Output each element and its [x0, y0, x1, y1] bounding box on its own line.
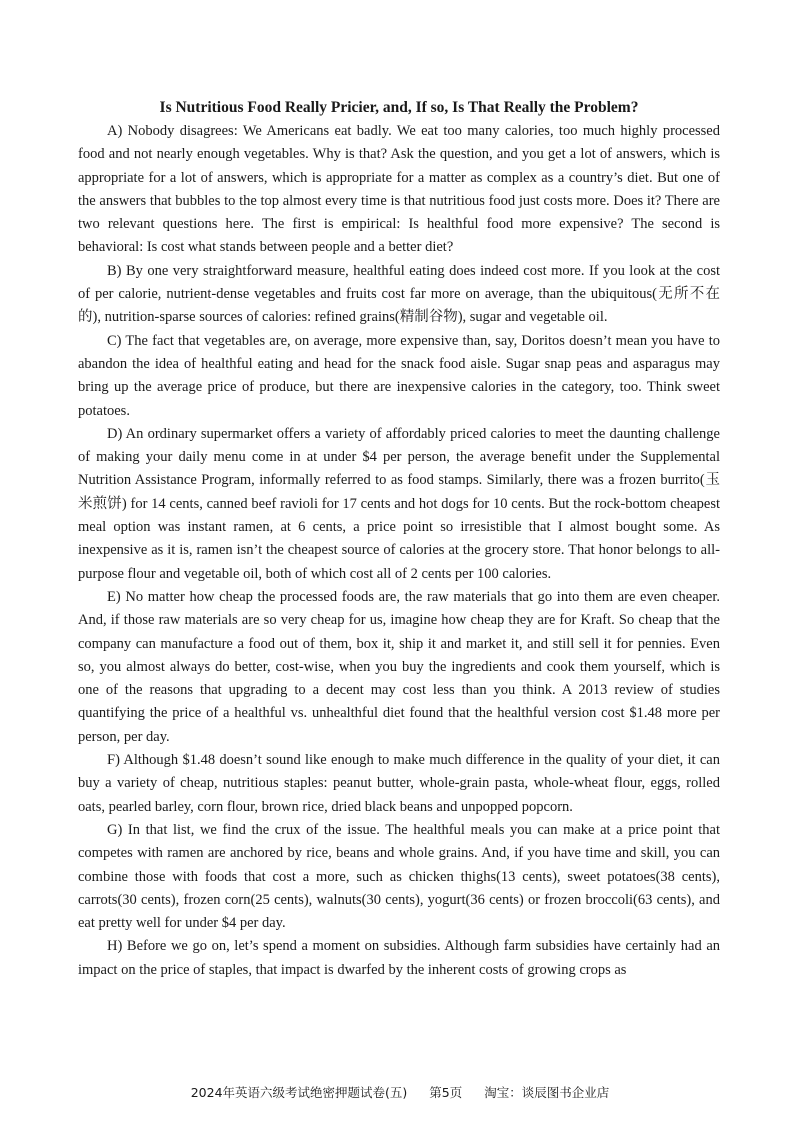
- paragraph-b: B) By one very straightforward measure, healthful eating does indeed cost more. If you look at the cost of per calorie, nutrient-dense vegetables and fruits cost far more on average, than the ubiquitous(无所不在的), nutrition-sparse sources of calories: refined grains(精制谷物), sugar and vegetable oil.: [78, 262, 720, 326]
- paragraph-a: A) Nobody disagrees: We Americans eat badly. We eat too many calories, too much highly processed food and not nearly enough vegetables. Why is that? Ask the question, and you get a lot of answers, which is appropriate for a lot of answers, which is appropriate for a matter as complex as a country’s diet. But one of the answers that bubbles to the top almost every time is that nutritious food just costs more. Does it? There are two relevant questions here. The first is empirical: Is healthful food more expensive? The second is behavioral: Is cost what stands between people and a better diet?: [78, 123, 720, 256]
- paragraph-d: D) An ordinary supermarket offers a variety of affordably priced calories to meet the daunting challenge of making your daily menu come in at under $4 per person, the average benefit under the Supplemental Nutrition Assistance Program, informally referred to as food stamps. Similarly, there was a frozen burrito(玉米煎饼) for 14 cents, canned beef ravioli for 17 cents and hot dogs for 10 cents. But the rock-bottom cheapest meal option was instant ramen, at 6 cents, a price point so irresistible that I almost bought some. As inexpensive as it is, ramen isn’t the cheapest source of calories at the grocery store. That honor belongs to all-purpose flour and vegetable oil, both of which cost all of 2 cents per 100 calories.: [78, 425, 720, 582]
- paragraph-c: C) The fact that vegetables are, on average, more expensive than, say, Doritos doesn’t mean you have to abandon the idea of healthful eating and head for the snack food aisle. Sugar snap peas and asparagus may bring up the average price of produce, but there are inexpensive calories in the category, too. Think sweet potatoes.: [78, 332, 720, 419]
- paragraph-f: F) Although $1.48 doesn’t sound like enough to make much difference in the quality of your diet, it can buy a variety of cheap, nutritious staples: peanut butter, whole-grain pasta, whole-wheat flour, eggs, rolled oats, pearled barley, corn flour, brown rice, dried black beans and unpopped popcorn.: [78, 752, 720, 815]
- paragraph-g: G) In that list, we find the crux of the issue. The healthful meals you can make at a price point that competes with ramen are anchored by rice, beans and whole grains. And, if you have time and skill, you can combine those with foods that cost a more, such as chicken thighs(13 cents), sweet potatoes(38 cents), carrots(30 cents), frozen corn(25 cents), walnuts(30 cents), yogurt(36 cents) or frozen broccoli(63 cents), and eat pretty well for under $4 per day.: [78, 821, 720, 932]
- page-footer: [0, 1085, 800, 1101]
- article-title: Is Nutritious Food Really Pricier, and, If so, Is That Really the Problem?: [159, 99, 639, 116]
- paragraph-h: H) Before we go on, let’s spend a moment on subsidies. Although farm subsidies have certainly had an impact on the price of staples, that impact is dwarfed by the inherent costs of growing crops as: [78, 938, 720, 978]
- footer-shop: 淘宝：谈辰图书企业店: [484, 1085, 610, 1100]
- article-body: [78, 120, 720, 982]
- footer-page-number: 第5页: [429, 1085, 463, 1100]
- paragraph-e: E) No matter how cheap the processed foods are, the raw materials that go into them are even cheaper. And, if those raw materials are so very cheap for us, imagine how cheap they are for Kraft. So cheap that the company can manufacture a food out of them, box it, ship it and market it, and still sell it for pennies. Even so, you almost always do better, cost-wise, when you buy the ingredients and cook them yourself, which is one of the reasons that upgrading to a decent may cost less than you think. A 2013 review of studies quantifying the price of a healthful vs. unhealthful diet found that the healthful version cost $1.48 more per person, per day.: [78, 588, 720, 745]
- footer-exam-title: 2024年英语六级考试绝密押题试卷(五): [190, 1085, 408, 1100]
